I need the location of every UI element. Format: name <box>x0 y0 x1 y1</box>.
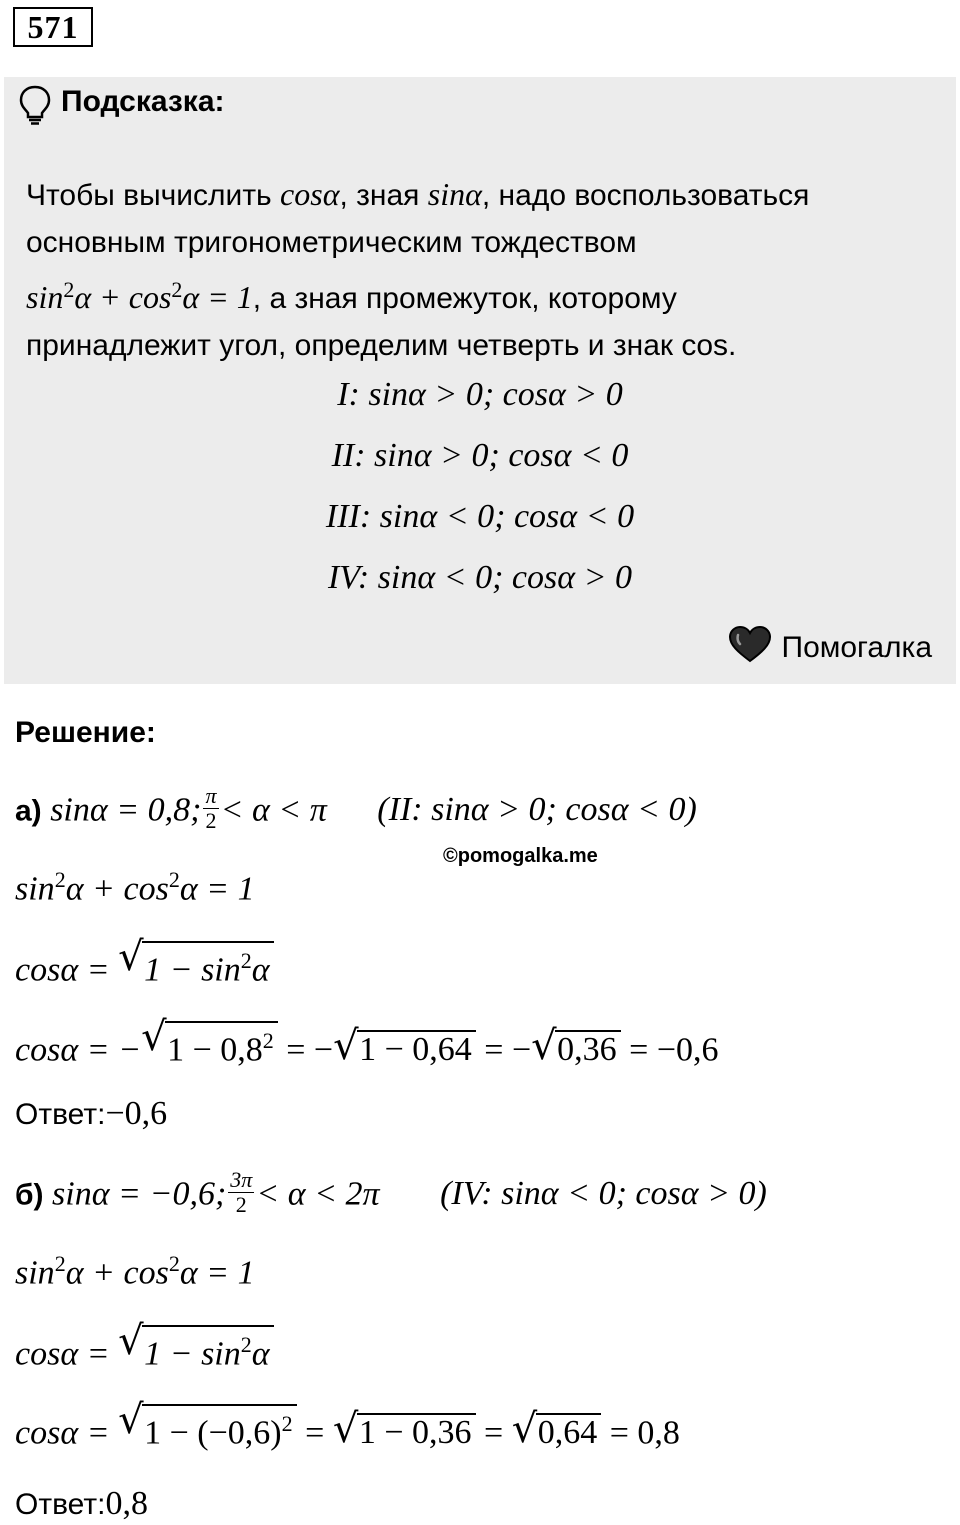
hint-line-3: $\sin^2\alpha + \cos^2\alpha = 1$, а зная промежуток, которому <box>26 277 677 315</box>
hint-title: Подсказка: <box>61 85 225 118</box>
sqrt: √ 0,36 <box>531 1030 621 1070</box>
sqrt: √ $1 - \sin^2\alpha$ <box>118 1325 273 1374</box>
part-b-condition: б) sinα = −0,6; $\frac{3\pi}{2}$ < α < 2π (IV: sinα < 0; cosα > 0) <box>15 1167 767 1217</box>
part-b-formula: cosα = √ $1 - \sin^2\alpha$ <box>15 1325 274 1374</box>
part-a-condition: а) sinα = 0,8; $\frac{\pi}{2}$ < α < π (II: sinα > 0; cosα < 0) <box>15 783 697 833</box>
quadrant-2: II: sinα > 0; cosα < 0 <box>331 437 629 474</box>
fraction: $\frac{3\pi}{2}$ <box>230 1167 253 1217</box>
hint-text <box>26 171 941 369</box>
part-a-formula: cosα = √ $1 - \sin^2\alpha$ <box>15 941 274 990</box>
quadrant-3: III: sinα < 0; cosα < 0 <box>325 498 635 535</box>
hint-line-2: основным тригонометрическим тождеством <box>26 226 637 259</box>
sqrt: √ 0,64 <box>512 1413 602 1453</box>
part-a-calculation: cosα = − √ $1 - 0,8^2$ = − √ 1 − 0,64 = − √ 0,36 = −0,6 <box>15 1014 719 1070</box>
lightbulb-icon <box>18 84 52 131</box>
part-b-answer: Ответ:0,8 <box>15 1485 148 1522</box>
hint-line-4: принадлежит угол, определим четверть и знак cos. <box>26 329 737 362</box>
fraction: $\frac{\pi}{2}$ <box>205 783 217 833</box>
part-a-answer: Ответ:−0,6 <box>15 1095 168 1132</box>
part-a-identity: $\sin^2\alpha + \cos^2\alpha = 1$ <box>15 867 255 908</box>
part-b-identity: $\sin^2\alpha + \cos^2\alpha = 1$ <box>15 1251 255 1292</box>
sqrt: √ 1 − 0,36 <box>333 1413 476 1453</box>
part-b-label: б) <box>15 1178 44 1212</box>
part-a-label: а) <box>15 794 42 828</box>
watermark: ©pomogalka.me <box>443 845 598 867</box>
sqrt: √ $1 - \sin^2\alpha$ <box>118 941 273 990</box>
task-number: 571 <box>13 7 93 47</box>
brand-name: Помогалка <box>781 631 932 664</box>
sqrt: √ 1 − 0,64 <box>333 1030 476 1070</box>
heart-icon <box>728 625 772 671</box>
quadrant-4: IV: sinα < 0; cosα > 0 <box>327 559 633 596</box>
sqrt: √ $1 - 0,8^2$ <box>141 1021 278 1070</box>
hint-line-1: Чтобы вычислить cosα, зная sinα, надо воспользоваться <box>26 176 810 212</box>
hint-panel <box>4 77 956 684</box>
quadrant-1: I: sinα > 0; cosα > 0 <box>337 376 623 413</box>
part-b-calculation: cosα = √ $1 - (-0,6)^2$ = √ 1 − 0,36 = √ 0,64 = 0,8 <box>15 1397 680 1453</box>
sqrt: √ $1 - (-0,6)^2$ <box>118 1404 297 1453</box>
brand <box>728 625 933 671</box>
solution-title: Решение: <box>15 716 156 749</box>
